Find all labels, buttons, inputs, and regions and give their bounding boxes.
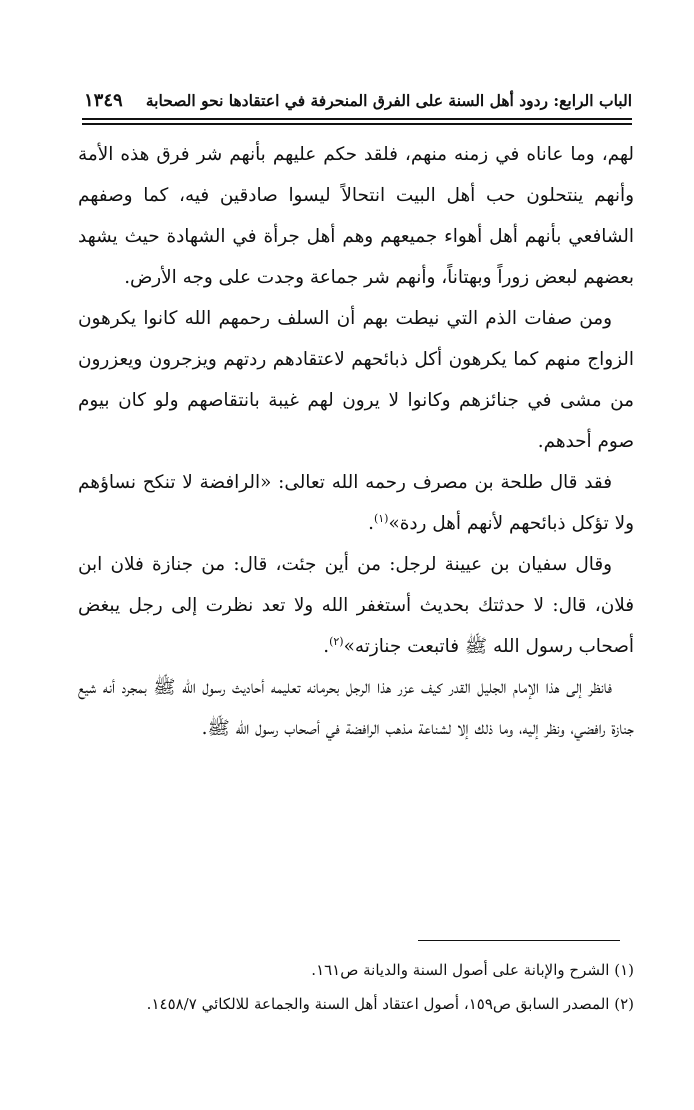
page-number: ١٣٤٩ xyxy=(84,89,123,111)
paragraph-5-text: فانظر إلى هذا الإمام الجليل القدر كيف عزر هذا الرجل بحرمانه تعليمه أحاديث رسول الله ﷺ بمجرد أنه شيع جنازة رافضي، ونظر إليه، وما ذلك إلا لشناعة مذهب الرافضة في أصحاب رسول الله ﷺ. xyxy=(78,677,634,739)
paragraph-2 xyxy=(78,298,634,462)
paragraph-3: فقد قال طلحة بن مصرف رحمه الله تعالى: «الرافضة لا تنكح نساؤهم ولا تؤكل ذبائحهم لأنهم أهل ردة»$^{(١)}$. xyxy=(78,472,634,534)
header-title: الباب الرابع: ردود أهل السنة على الفرق المنحرفة في اعتقادها نحو الصحابة xyxy=(145,90,632,110)
footnotes xyxy=(60,953,634,1021)
footnote-1: (١) الشرح والإبانة على أصول السنة والديانة ص١٦١. xyxy=(311,961,634,979)
paragraph-1 xyxy=(78,134,634,298)
footnote-ref-2[interactable]: (٢) xyxy=(329,634,344,648)
main-text xyxy=(78,134,634,749)
paragraph-3-text: فقد قال طلحة بن مصرف رحمه الله تعالى: «الرافضة لا تنكح نساؤهم ولا تؤكل ذبائحهم لأنهم أهل ردة» xyxy=(78,472,634,534)
running-header xyxy=(82,82,632,120)
paragraph-1-text: لهم، وما عاناه في زمنه منهم، فلقد حكم عليهم بأنهم شر فرق هذه الأمة وأنهم ينتحلون حب أهل البيت انتحالاً ليسوا صادقين فيه، كما وصفهم الشافعي بأنهم أهل أهواء جميعهم وهم أهل جرأة في الشهادة حيث يشهد بعضهم لبعض زوراً وبهتاناً، وأنهم شر جماعة وجدت على وجه الأرض. xyxy=(78,144,634,288)
footnote-2: (٢) المصدر السابق ص١٥٩، أصول اعتقاد أهل السنة والجماعة للالكائي ١٤٥٨/٧. xyxy=(146,995,634,1013)
footnote-divider xyxy=(418,940,620,941)
paragraph-4: وقال سفيان بن عيينة لرجل: من أين جئت، قال: من جنازة فلان ابن فلان، قال: لا حدثتك بحديث أستغفر الله ولا تعد نظرت إلى رجل يبغض أصحاب رسول الله ﷺ فاتبعت جنازته»$^{(٢)}$. xyxy=(78,554,634,657)
footnote-ref-1[interactable]: (١) xyxy=(373,511,389,525)
paragraph-2-text: ومن صفات الذم التي نيطت بهم أن السلف رحمهم الله كانوا يكرهون الزواج منهم كما يكرهون أكل ذبائحهم لاعتقادهم ردتهم ويزجرون ويعزرون من مشى في جنائزهم وكانوا لا يرون لهم غيبة بانتقاصهم ولو كان بيوم صوم أحدهم. xyxy=(78,308,634,452)
paragraph-4-text: وقال سفيان بن عيينة لرجل: من أين جئت، قال: من جنازة فلان ابن فلان، قال: لا حدثتك بحديث أستغفر الله ولا تعد نظرت إلى رجل يبغض أصحاب رسول الله ﷺ فاتبعت جنازته» xyxy=(78,554,634,657)
paragraph-5 xyxy=(78,667,634,749)
